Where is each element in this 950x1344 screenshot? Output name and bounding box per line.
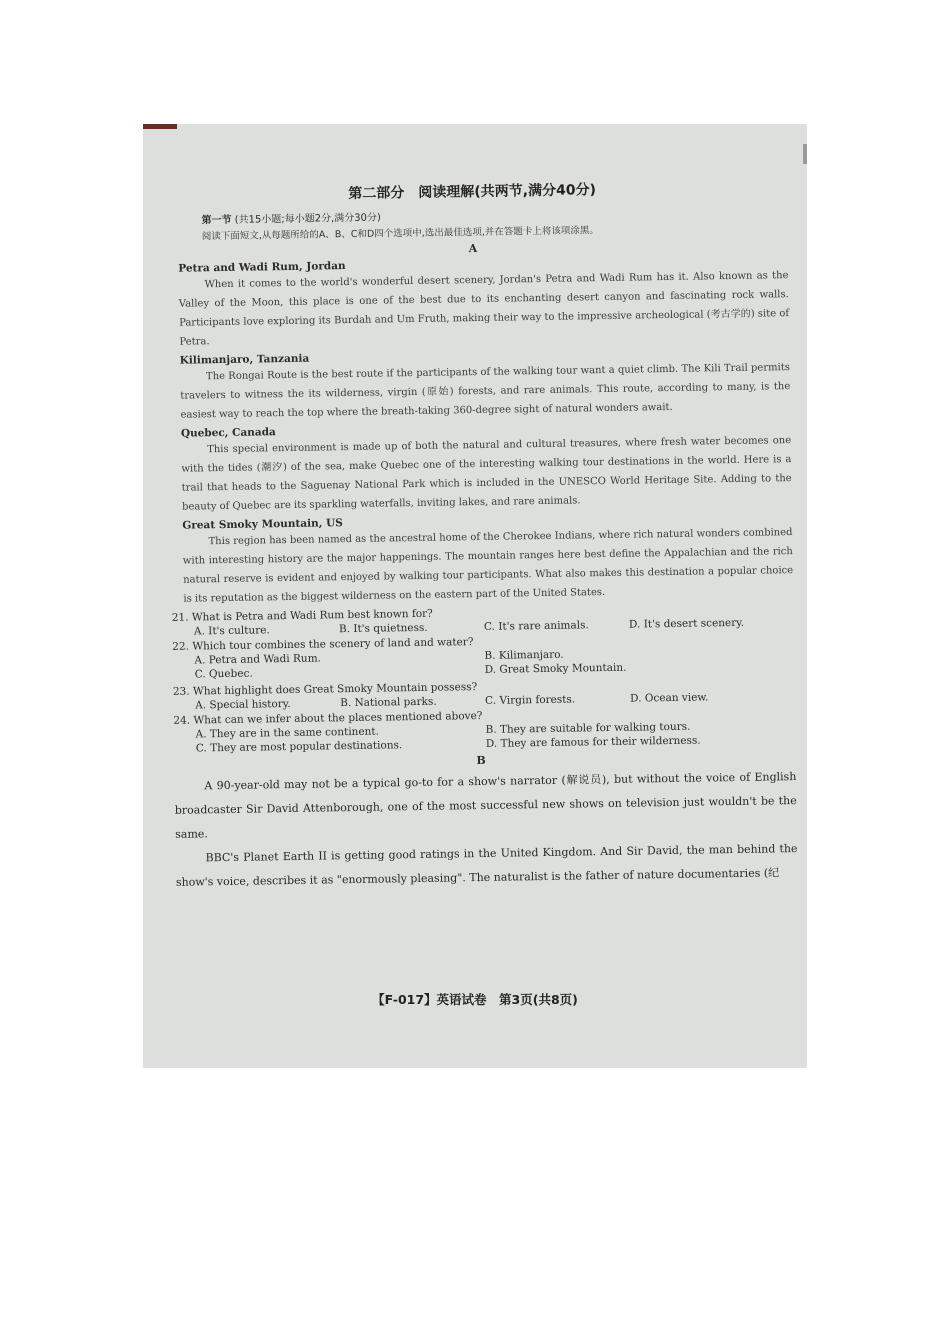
- question-22: [164, 631, 795, 683]
- question-stem: 24. What can we infer about the places mentioned above?: [173, 709, 483, 727]
- exam-sheet: [157, 176, 798, 895]
- place-paragraph: This region has been named as the ancestral home of the Cherokee Indians, where rich natural wonders combined with interesting history are the major happenings. The mountain ranges here best define the Appalachian and the rich natural reserve is evident and enjoyed by walking tour participants. What also makes this destination a popular choice is its reputation as the biggest wilderness on the eastern part of the United States.: [182, 527, 794, 605]
- place-quebec: [161, 418, 792, 517]
- option-c: C. Virgin forests.: [485, 693, 576, 707]
- instructions: 阅读下面短文,从每题所给的A、B、C和D四个选项中,选出最佳选项,并在答题卡上将该项涂黑。: [201, 225, 599, 243]
- exam-page-photo: [143, 124, 807, 1068]
- question-stem: 21. What is Petra and Wadi Rum best known for?: [171, 607, 433, 624]
- place-paragraph: This special environment is made up of both the natural and cultural treasures, where fresh water becomes one with the tides (潮汐) of the sea, make Quebec one of the interesting walking tour destinations in the world. Here is a trail that heads to the Saguenay National Park which is included in the UNESCO World Heritage Site. Adding to the beauty of Quebec are its sparkling waterfalls, inviting lakes, and rare animals.: [181, 435, 792, 513]
- option-a: A. It's culture.: [193, 624, 270, 638]
- question-stem: 22. Which tour combines the scenery of land and water?: [172, 636, 474, 653]
- option-b: B. Kilimanjaro.: [484, 648, 564, 662]
- section-detail: (共15小题;每小题2分,满分30分): [234, 212, 381, 226]
- passage-b-paragraph: A 90-year-old may not be a typical go-to for a show's narrator (解说员), but without the voice of English broadcaster Sir David Attenborough, one of the most successful new shows on television just wouldn't be the same.: [174, 770, 797, 841]
- option-d: D. Ocean view.: [630, 691, 709, 705]
- passage-b-paragraph: BBC's Planet Earth II is getting good ratings in the United Kingdom. And Sir David, the man behind the show's voice, describes it as "enormously pleasing". The naturalist is the father of nature documentaries (纪: [175, 842, 798, 889]
- passage-a-letter: A: [468, 241, 478, 256]
- option-a: A. They are in the same continent.: [195, 725, 380, 741]
- place-kilimanjaro: [160, 345, 791, 425]
- option-c: C. Quebec.: [194, 667, 253, 681]
- place-petra: [158, 253, 789, 352]
- place-heading: Great Smoky Mountain, US: [182, 517, 343, 532]
- part-title: 第二部分 阅读理解(共两节,满分40分): [348, 182, 597, 202]
- option-a: A. Special history.: [195, 697, 291, 712]
- place-great-smoky: [162, 510, 793, 609]
- page-footer: 【F-017】英语试卷 第3页(共8页): [372, 992, 578, 1007]
- place-heading: Kilimanjaro, Tanzania: [179, 352, 310, 367]
- option-c: C. They are most popular destinations.: [195, 739, 403, 755]
- passage-b-letter: B: [476, 753, 486, 768]
- question-stem: 23. What highlight does Great Smoky Mountain possess?: [172, 681, 478, 698]
- option-d: D. They are famous for their wilderness.: [485, 734, 701, 750]
- question-24: [165, 705, 796, 757]
- section-label: 第一节: [201, 214, 232, 227]
- option-d: D. Great Smoky Mountain.: [484, 661, 627, 676]
- option-d: D. It's desert scenery.: [628, 616, 745, 631]
- option-b: B. It's quietness.: [338, 621, 428, 636]
- place-paragraph: When it comes to the world's wonderful desert scenery, Jordan's Petra and Wadi Rum has it. Also known as the Valley of the Moon, this place is one of the best due to its enchanting desert canyon and fascinating rock walls. Participants love exploring its Burdah and Um Fruth, making their way to the impressive archeological (考古学的) site of Petra.: [178, 270, 790, 348]
- place-heading: Petra and Wadi Rum, Jordan: [178, 260, 346, 275]
- option-c: C. It's rare animals.: [483, 619, 589, 633]
- option-a: A. Petra and Wadi Rum.: [194, 652, 322, 667]
- place-paragraph: The Rongai Route is the best route if the participants of the walking tour want a quiet climb. The Kili Trail permits travelers to witness the its wilderness, virgin (原始) forests, and rare animals. This route, according to many, is the easiest way to reach the top where the breath-taking 360-degree sight of natural wonders await.: [180, 362, 791, 421]
- place-heading: Quebec, Canada: [180, 426, 276, 440]
- option-b: B. They are suitable for walking tours.: [485, 720, 691, 736]
- option-b: B. National parks.: [340, 695, 437, 710]
